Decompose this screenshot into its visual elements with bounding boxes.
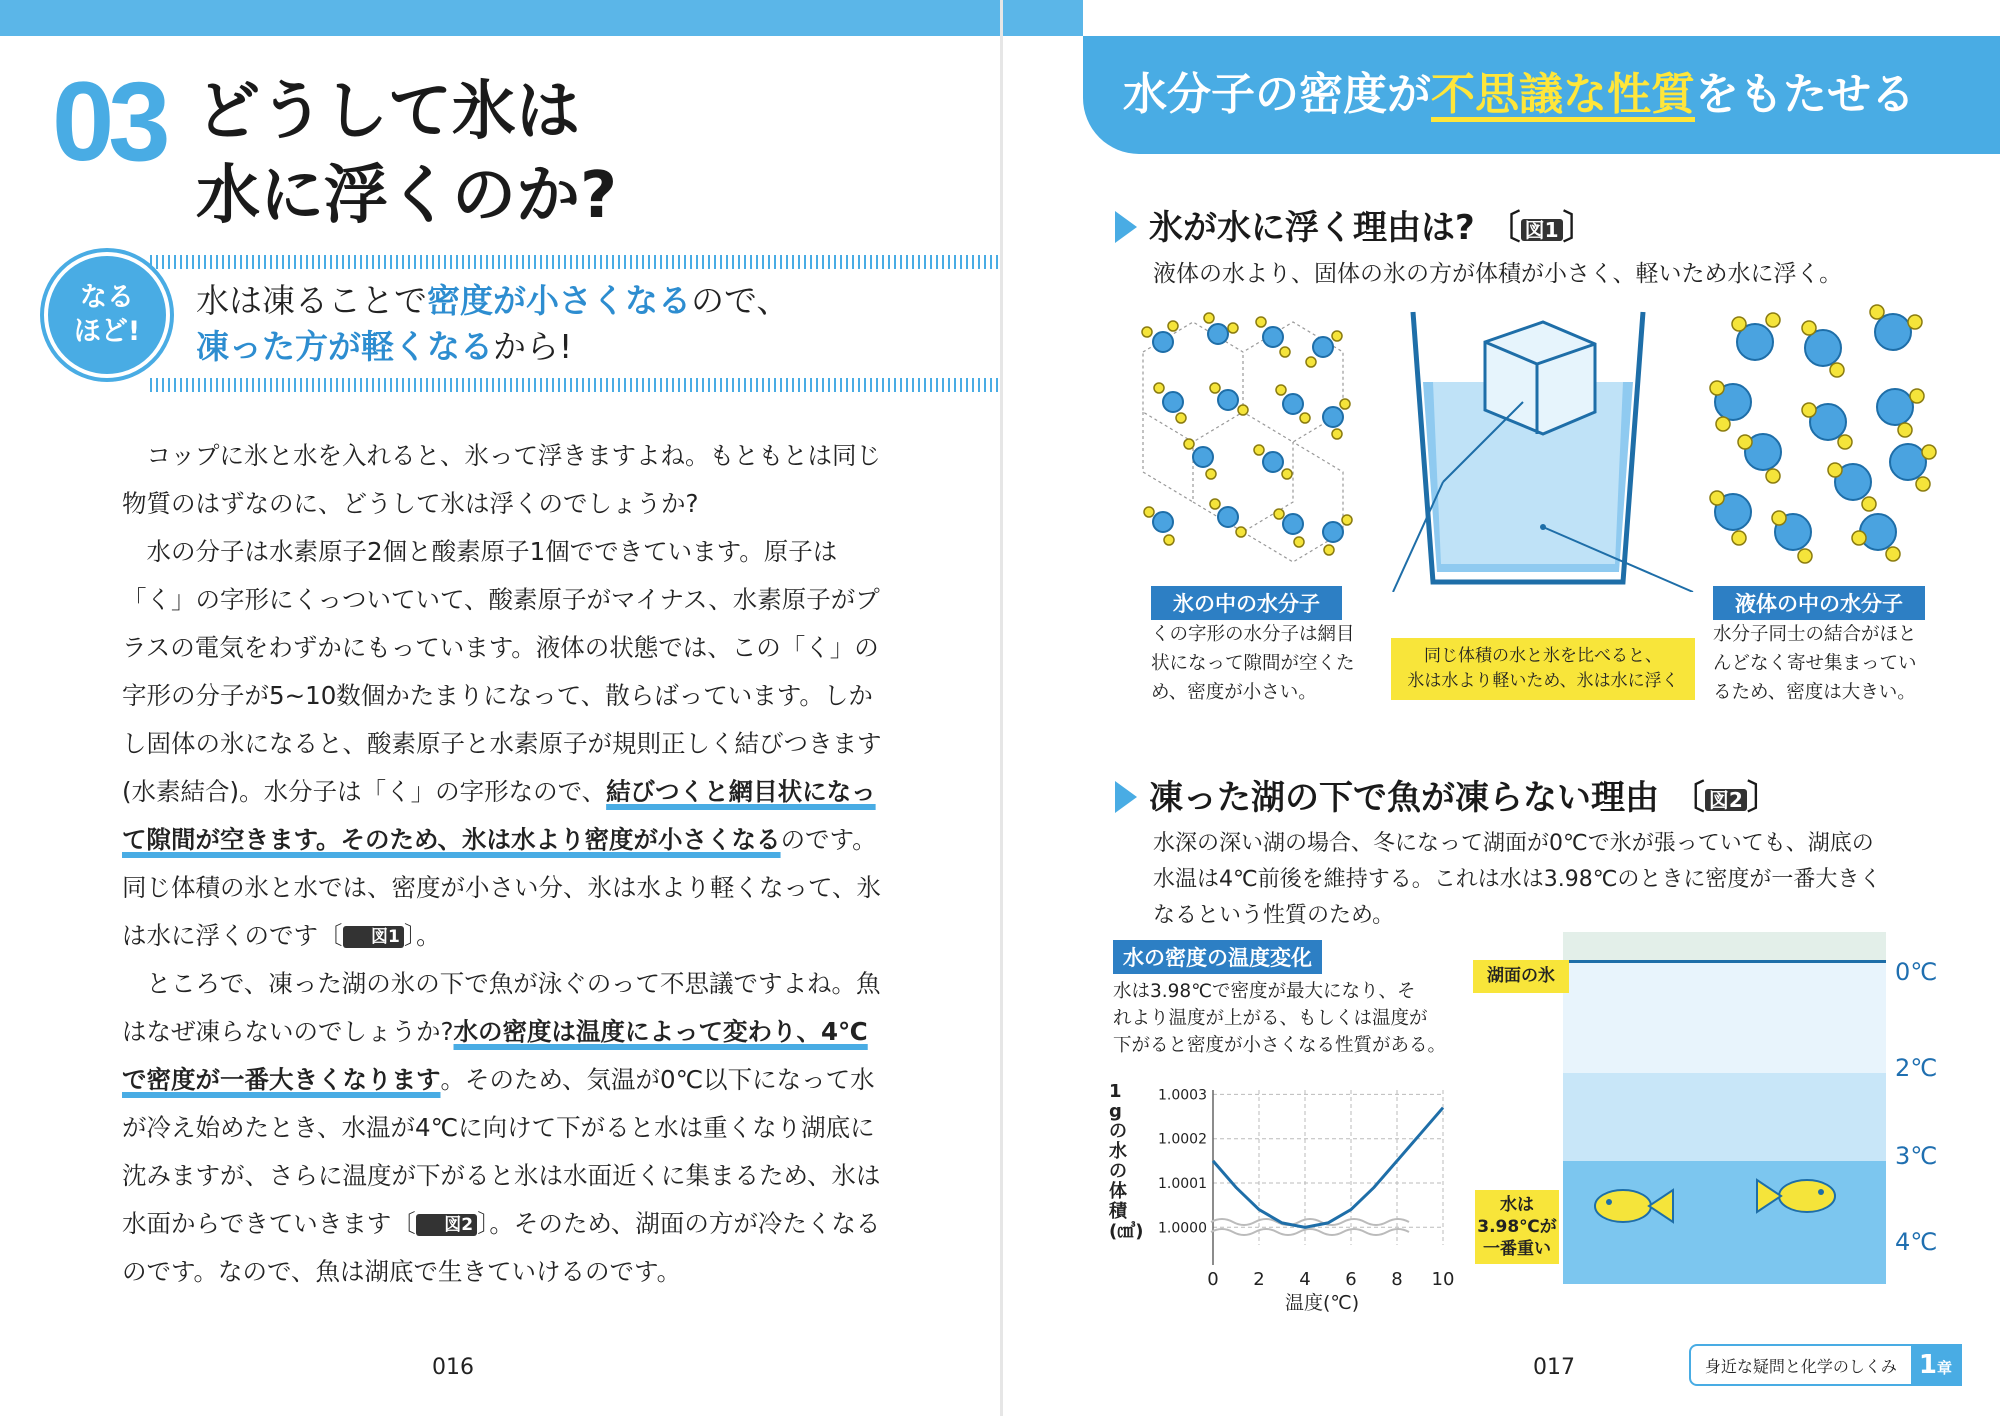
lake-layer-0 — [1563, 963, 1886, 1073]
top-bar — [0, 0, 1000, 36]
liquid-molecule-caption: 液体の中の水分子 — [1713, 586, 1925, 620]
banner-highlight: 不思議な性質 — [1431, 69, 1695, 120]
section-2-title: 凍った湖の下で魚が凍らない理由 — [1149, 778, 1659, 818]
ice-desc-line: 状になって隙間が空くた — [1151, 653, 1355, 674]
p3-emphasis: 水の密度は温度によって変わり、4℃で密度が一番大きくなります — [122, 1017, 868, 1094]
page-title — [196, 70, 617, 238]
x-tick-label: 4 — [1299, 1269, 1311, 1290]
liquid-desc-line: 水分子同士の結合がほと — [1713, 624, 1917, 645]
title-line-2: 水に浮くのか? — [196, 159, 618, 233]
summary-text: 水は凍ることで — [196, 281, 427, 320]
liquid-desc-line: んどなく寄せ集まってい — [1713, 653, 1917, 674]
sec2-line: なるという性質のため。 — [1153, 903, 1395, 928]
summary-highlight: 密度が小さくなる — [427, 281, 691, 320]
chapter-footer — [1689, 1344, 1962, 1386]
p2-end: 。 — [416, 921, 441, 950]
lake-diagram — [1563, 932, 1886, 1284]
footer-chapter-badge — [1911, 1346, 1960, 1384]
section-1-heading: 氷が水に浮く理由は? 〔 図1 〕 — [1115, 200, 1597, 249]
chapter-number: 03 — [52, 59, 165, 184]
lake-layer-2 — [1563, 1073, 1886, 1161]
triangle-icon — [1115, 781, 1137, 813]
page-number-left: 016 — [432, 1355, 474, 1380]
section-2-heading: 凍った湖の下で魚が凍らない理由 〔 図2 〕 — [1115, 770, 1781, 819]
footer-chapter-number: 1 — [1918, 1350, 1937, 1380]
chart-desc-line: 水は3.98℃で密度が最大になり、そ — [1113, 981, 1416, 1002]
center-note-line: 同じ体積の水と氷を比べると、 — [1424, 646, 1662, 666]
footer-chapter-suffix: 章 — [1936, 1359, 1952, 1377]
section-1-text: 液体の水より、固体の氷の方が体積が小さく、軽いため水に浮く。 — [1153, 261, 1843, 287]
heavy-note-line: 一番重い — [1483, 1239, 1551, 1259]
liquid-molecules-icon — [1710, 305, 1936, 563]
heaviest-note — [1475, 1190, 1559, 1264]
heavy-note-line: 水は — [1500, 1195, 1534, 1215]
chart-ylabel: 1gの水の体積(㎤) — [1109, 1081, 1144, 1242]
density-chart — [1143, 1080, 1463, 1300]
p3-end: 。そのため、湖面の方が冷たくなるのです。なので、魚は湖底で生きていけるのです。 — [122, 1209, 881, 1286]
sec2-line: 水温は4℃前後を維持する。これは水は3.98℃のときに密度が一番大きく — [1153, 867, 1882, 892]
heavy-note-line: 3.98℃が — [1477, 1217, 1557, 1237]
page-number-right: 017 — [1533, 1355, 1575, 1380]
banner-text: をもたせる — [1695, 69, 1915, 120]
fish-icons — [1583, 1172, 1873, 1242]
chart-desc-line: れより温度が上がる、もしくは温度が — [1113, 1008, 1428, 1029]
body-text — [122, 432, 892, 1296]
right-page — [1003, 0, 2000, 1416]
footer-text: 身近な疑問と化学のしくみ — [1704, 1356, 1897, 1376]
ice-desc-line: くの字形の水分子は網目 — [1151, 624, 1355, 645]
banner-text: 水分子の密度が — [1123, 69, 1431, 120]
p3-text: ところで、凍った湖の氷の下で魚が泳ぐのって不思議ですよね。魚はなぜ凍らないのでしょうか? — [122, 969, 881, 1046]
p3-text: 。そのため、気温が0℃以下になって水が冷え始めたとき、水温が4℃に向けて下がると水は重くなり湖底に沈みますが、さらに温度が下がると氷は水面近くに集まるため、氷は水面からできていきます — [122, 1065, 881, 1238]
y-tick-label: 1.0000 — [1158, 1220, 1207, 1237]
temp-label-2: 2℃ — [1895, 1054, 1938, 1082]
summary-text: ので、 — [691, 281, 790, 320]
chart-xlabel: 温度(℃) — [1285, 1292, 1360, 1314]
badge-line-2: ほど! — [73, 316, 141, 347]
section-2-text — [1153, 826, 1881, 934]
hatch-bottom — [150, 378, 998, 392]
fish-icon — [1595, 1190, 1673, 1222]
y-tick-label: 1.0003 — [1158, 1087, 1207, 1104]
x-tick-label: 0 — [1207, 1269, 1219, 1290]
ice-molecule-desc — [1151, 620, 1355, 707]
y-tick-label: 1.0001 — [1158, 1176, 1207, 1192]
temp-label-4: 4℃ — [1895, 1228, 1938, 1256]
liquid-desc-line: るため、密度は大きい。 — [1713, 682, 1916, 703]
chart-y-ticks — [1158, 1087, 1207, 1236]
summary-text: から! — [493, 327, 573, 366]
ice-desc-line: め、密度が小さい。 — [1151, 682, 1317, 703]
top-bar-right — [1003, 0, 1083, 36]
figure-ref: 図2 — [416, 1214, 477, 1236]
paragraph-2: 水の分子は水素原子2個と酸素原子1個でできています。原子は「く」の字形にくっついていて、酸素原子がマイナス、水素原子がプラスの電気をわずかにもっています。液体の状態では、この「く」の字形の分子が5~10数個かたまりになって、散らばっています。しかし固体の氷になると、酸素原子と水素原子が規則正しく結びつきます(水素結合)。水分子は「く」の字形なので、結びつくと網目状になって隙間が空きます。そのため、氷は水より密度が小さくなるのです。同じ体積の氷と水では、密度が小さい分、氷は水より軽くなって、氷は水に浮くのです〔 図1 〕。 — [122, 537, 882, 950]
title-line-1: どうして氷は — [196, 75, 580, 149]
lake-ice-label: 湖面の氷 — [1473, 960, 1569, 993]
section-banner — [1083, 36, 2000, 154]
y-tick-label: 1.0002 — [1158, 1131, 1207, 1148]
temp-label-3: 3℃ — [1895, 1142, 1938, 1170]
summary — [196, 278, 789, 370]
x-tick-label: 2 — [1253, 1269, 1265, 1290]
figure-1-illustration — [1133, 292, 1973, 592]
x-tick-label: 6 — [1345, 1269, 1357, 1290]
triangle-icon — [1115, 211, 1137, 243]
center-note-line: 氷は水より軽いため、氷は水に浮く — [1407, 671, 1679, 691]
chart-desc — [1113, 978, 1446, 1059]
figure-ref: 図2 — [1705, 789, 1747, 811]
cup-icon — [1413, 312, 1643, 582]
x-tick-label: 10 — [1431, 1269, 1455, 1290]
chart-box-title: 水の密度の温度変化 — [1113, 940, 1322, 974]
lake-ice-layer — [1563, 932, 1886, 960]
ice-molecule-caption: 氷の中の水分子 — [1151, 586, 1342, 620]
section-1-title: 氷が水に浮く理由は? — [1149, 208, 1475, 248]
chart-desc-line: 下がると密度が小さくなる性質がある。 — [1113, 1035, 1447, 1056]
chart-grid — [1213, 1090, 1443, 1265]
density-curve — [1213, 1108, 1443, 1228]
paragraph-3: ところで、凍った湖の氷の下で魚が泳ぐのって不思議ですよね。魚はなぜ凍らないのでしょうか?水の密度は温度によって変わり、4℃で密度が一番大きくなります。そのため、気温が0℃以下になって水が冷え始めたとき、水温が4℃に向けて下がると水は重くなり湖底に沈みますが、さらに温度が下がると氷は水面近くに集まるため、氷は水面からできていきます〔 図2 〕。そのため、湖面の方が冷たくなるのです。なので、魚は湖底で生きていけるのです。 — [122, 969, 881, 1286]
hatch-top — [150, 255, 998, 269]
sec2-line: 水深の深い湖の場合、冬になって湖面が0℃で氷が張っていても、湖底の — [1153, 831, 1874, 856]
p2-emphasis: 結びつくと網目状になって隙間が空きます。そのため、氷は水より密度が小さくなる — [122, 777, 876, 854]
figure-ref: 図1 — [343, 926, 404, 948]
center-note — [1391, 638, 1695, 700]
badge-line-1: なる — [79, 282, 134, 313]
p2-text: のです。同じ体積の氷と水では、密度が小さい分、氷は水より軽くなって、氷は水に浮くのです — [122, 825, 882, 950]
liquid-molecule-desc — [1713, 620, 1917, 707]
paragraph-1: コップに氷と水を入れると、氷って浮きますよね。もともとは同じ物質のはずなのに、どうして氷は浮くのでしょうか? — [122, 441, 882, 518]
x-tick-label: 8 — [1391, 1269, 1403, 1290]
naruhodo-badge — [44, 252, 170, 378]
temp-label-0: 0℃ — [1895, 958, 1938, 986]
figure-ref: 図1 — [1521, 219, 1563, 241]
fish-icon — [1757, 1180, 1835, 1212]
chart-x-ticks — [1207, 1269, 1454, 1290]
summary-highlight: 凍った方が軽くなる — [196, 327, 493, 366]
ice-cube-icon — [1485, 322, 1595, 434]
p2-text: 水の分子は水素原子2個と酸素原子1個でできています。原子は「く」の字形にくっついていて、酸素原子がマイナス、水素原子がプラスの電気をわずかにもっています。液体の状態では、この「く」の字形の分子が5~10数個かたまりになって、散らばっています。しかし固体の氷になると、酸素原子と水素原子が規則正しく結びつきます(水素結合)。水分子は「く」の字形なので、 — [122, 537, 882, 806]
